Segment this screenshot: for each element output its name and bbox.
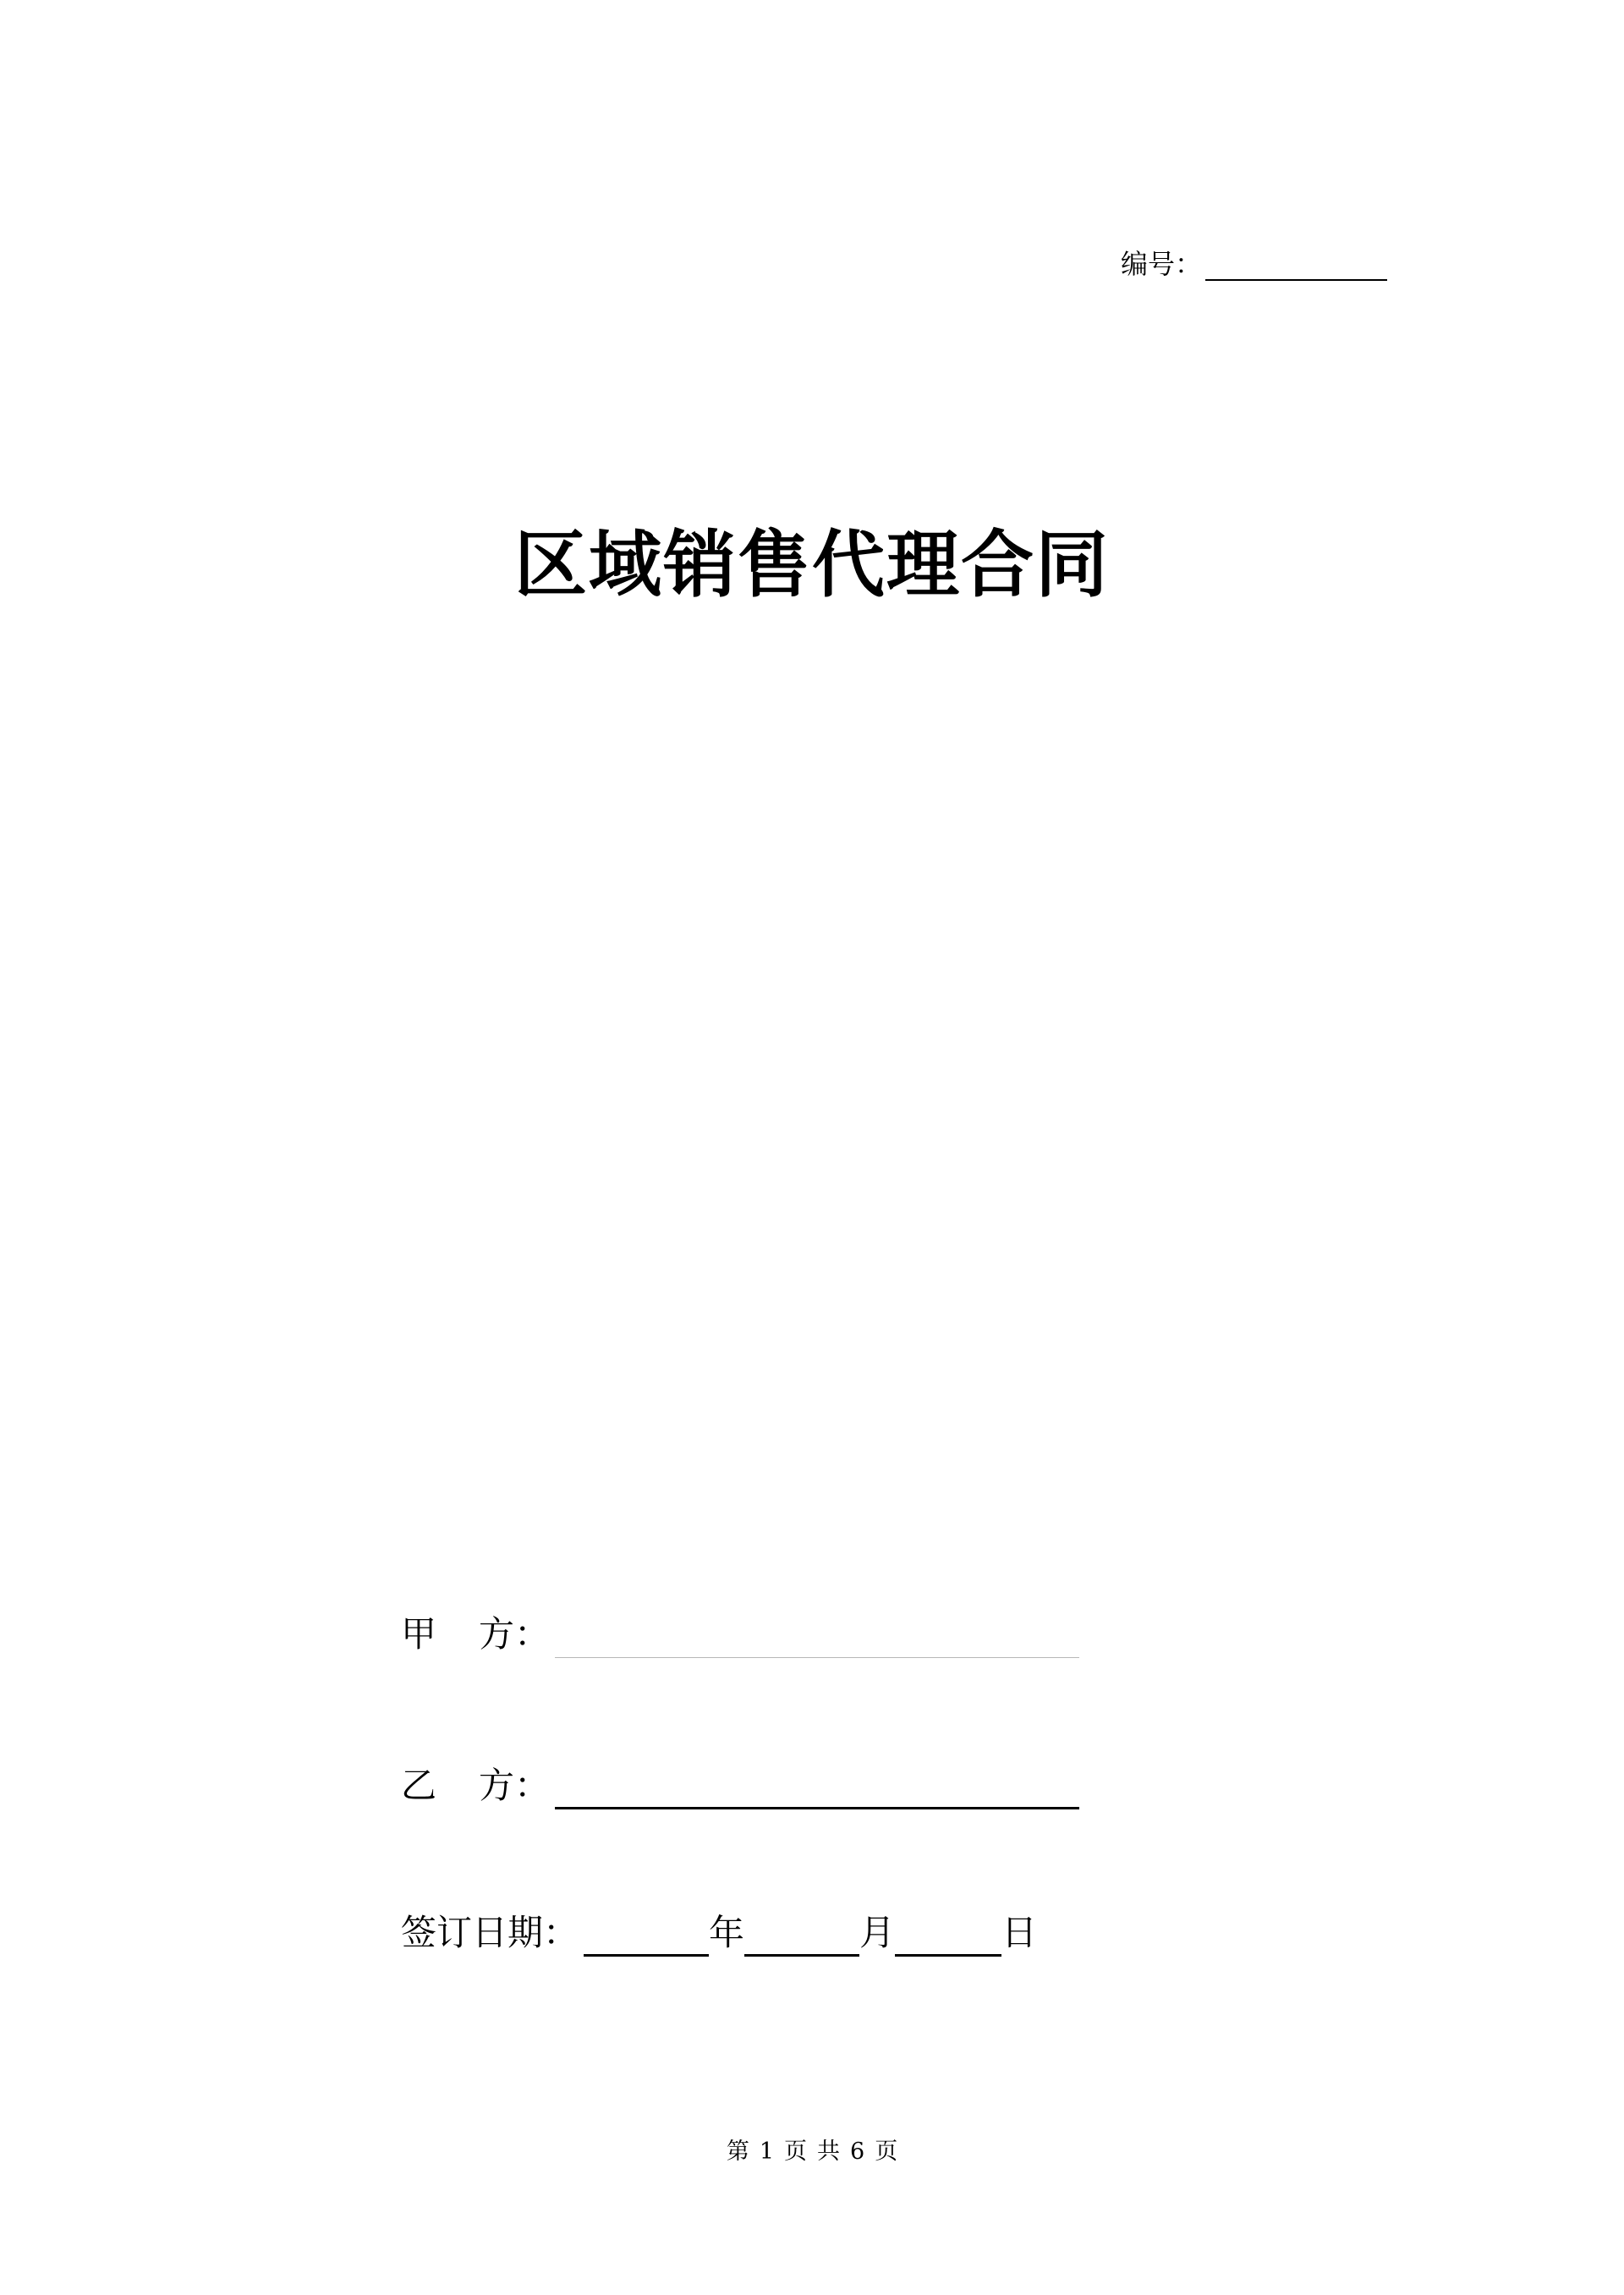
year-label: 年 — [709, 1912, 745, 1953]
doc-number-blank — [1205, 249, 1387, 281]
day-label: 日 — [1001, 1912, 1038, 1953]
month-blank — [744, 1917, 859, 1957]
year-blank — [584, 1917, 709, 1957]
current-page-number: 1 — [759, 2139, 774, 2165]
page-prefix: 第 — [726, 2139, 749, 2165]
page-word: 页 — [784, 2139, 807, 2165]
sign-date-field — [401, 1909, 1037, 1957]
party-b-label-1: 乙 — [401, 1765, 437, 1806]
sign-date-label: 签订日期： — [401, 1912, 579, 1953]
day-blank — [895, 1917, 1001, 1957]
party-a-label-2: 方： — [479, 1613, 551, 1655]
month-label: 月 — [859, 1912, 896, 1953]
document-title: 区域销售代理合同 — [514, 522, 1110, 607]
total-pages-number: 6 — [850, 2139, 865, 2165]
party-b-field — [401, 1762, 1079, 1809]
doc-number-label: 编号： — [1121, 248, 1203, 280]
party-b-blank — [555, 1770, 1079, 1809]
doc-number — [1121, 247, 1387, 281]
party-a-blank — [555, 1620, 1079, 1658]
total-prefix: 共 — [817, 2139, 840, 2165]
party-a-label-1: 甲 — [401, 1613, 437, 1655]
page-footer — [0, 2137, 1624, 2167]
total-suffix: 页 — [875, 2139, 898, 2165]
party-a-field — [401, 1611, 1079, 1658]
party-b-label-2: 方： — [479, 1765, 551, 1806]
